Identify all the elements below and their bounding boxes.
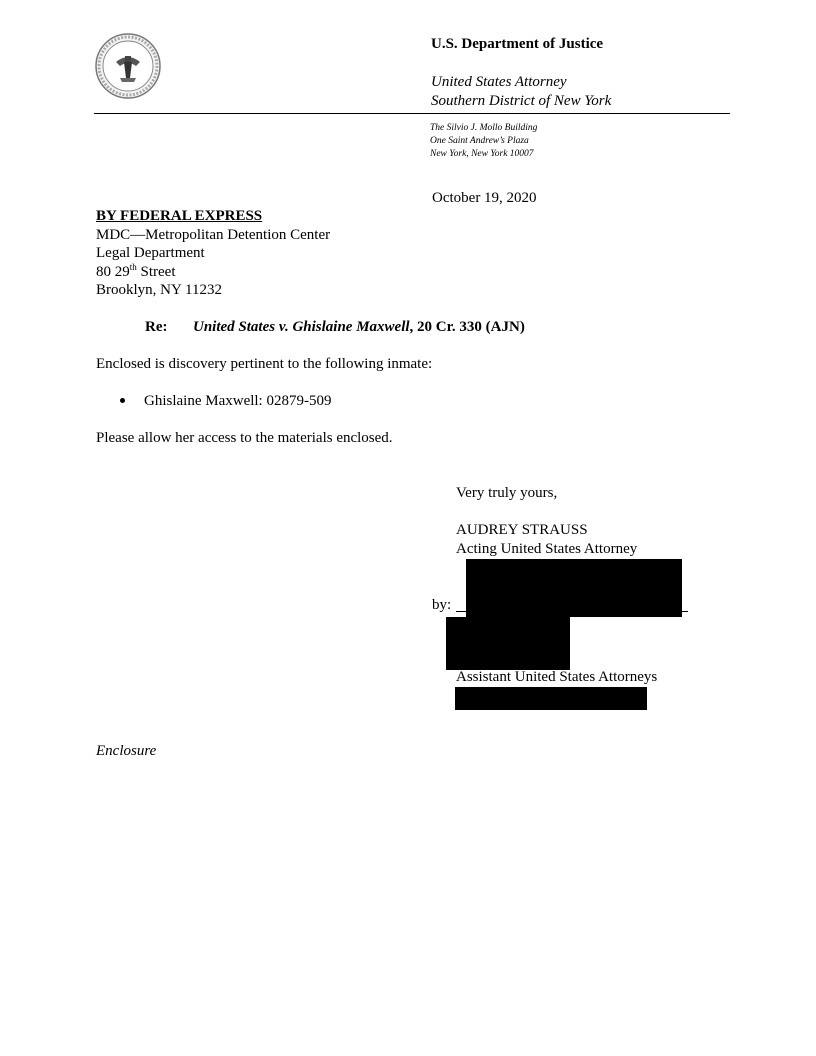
street-ordinal: th: [129, 262, 137, 272]
recipient-line1: MDC—Metropolitan Detention Center: [96, 227, 331, 243]
case-name: United States v. Ghislaine Maxwell: [193, 319, 410, 335]
header-divider: [94, 113, 730, 114]
signer-name: AUDREY STRAUSS: [456, 522, 588, 538]
office-city: New York, New York 10007: [430, 149, 534, 159]
redaction-block: [446, 617, 570, 670]
recipient-street: [96, 263, 176, 281]
redaction-block: [455, 687, 647, 710]
request-paragraph: Please allow her access to the materials enclosed.: [96, 430, 393, 446]
inmate-list-item: Ghislaine Maxwell: 02879-509: [144, 393, 332, 409]
office-building: The Silvio J. Mollo Building: [430, 123, 538, 133]
intro-paragraph: Enclosed is discovery pertinent to the following inmate:: [96, 356, 433, 372]
re-label: Re:: [145, 319, 168, 335]
closing: Very truly yours,: [456, 485, 558, 501]
office-street: One Saint Andrew’s Plaza: [430, 136, 529, 146]
street-suffix: Street: [136, 264, 176, 280]
street-number: 80 29: [96, 264, 130, 280]
by-label: by:: [432, 597, 452, 613]
bullet-icon: [120, 398, 125, 403]
signers-title: Assistant United States Attorneys: [456, 669, 658, 685]
office-district: Southern District of New York: [431, 93, 612, 109]
recipient-city: Brooklyn, NY 11232: [96, 282, 222, 298]
redaction-block: [466, 559, 682, 617]
letter-date: October 19, 2020: [432, 190, 537, 206]
enclosure-note: Enclosure: [96, 743, 157, 759]
office-title: United States Attorney: [431, 74, 567, 90]
department-name: U.S. Department of Justice: [431, 36, 604, 52]
re-subject: [193, 318, 525, 336]
doj-seal-logo: [94, 32, 162, 100]
recipient-line2: Legal Department: [96, 245, 205, 261]
delivery-method: BY FEDERAL EXPRESS: [96, 208, 263, 224]
signature-line: [456, 611, 688, 612]
signer-title: Acting United States Attorney: [456, 541, 638, 557]
case-number: , 20 Cr. 330 (AJN): [409, 319, 525, 335]
